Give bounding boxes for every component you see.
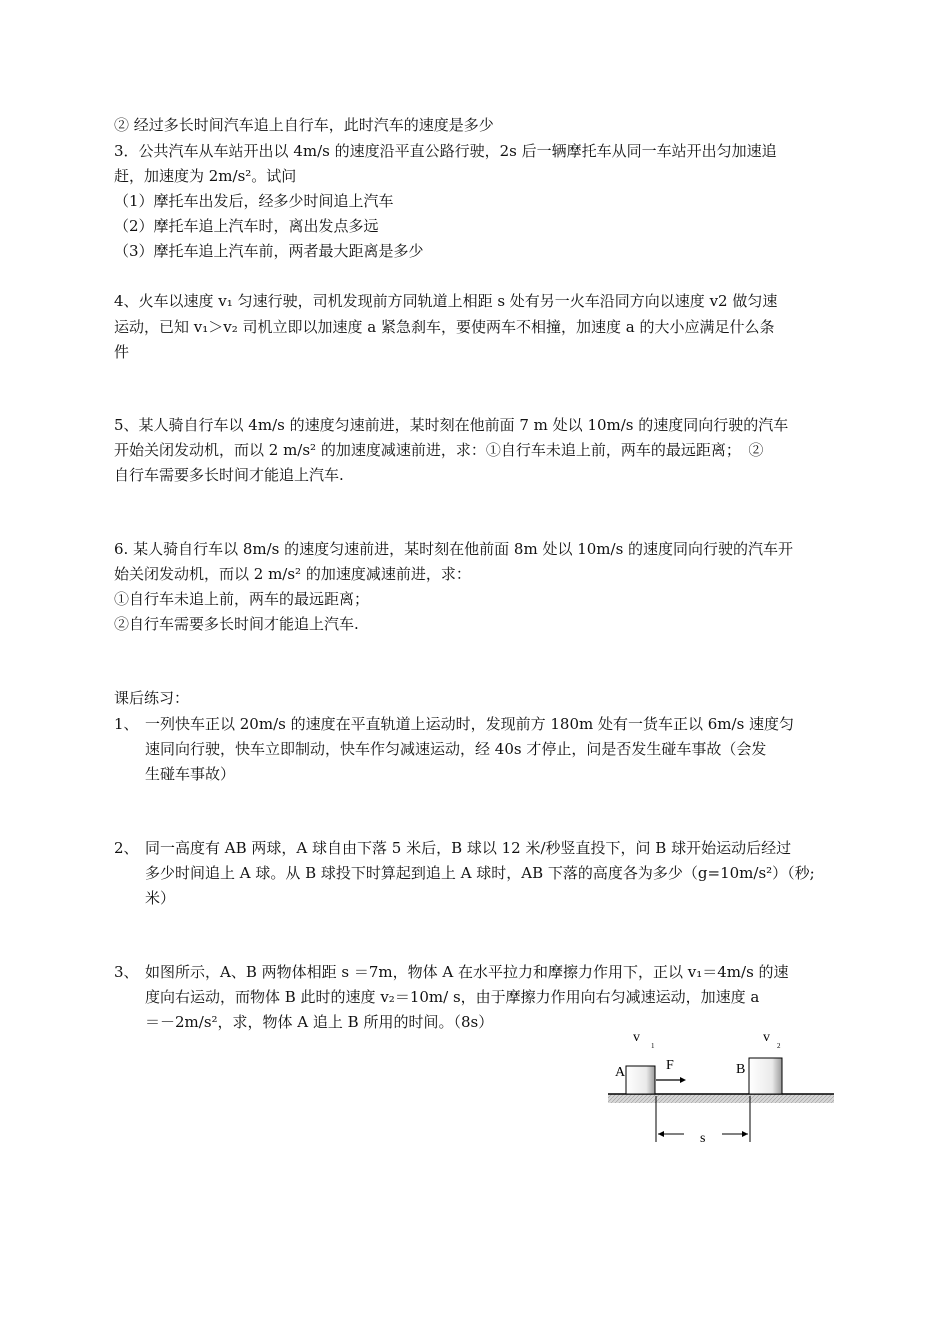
- distance-arrowhead-left: [658, 1131, 664, 1137]
- text-line: 一列快车正以 20m/s 的速度在平直轨道上运动时，发现前方 180m 处有一货车正以 6m/s 速度匀: [145, 715, 795, 733]
- text-line: 4、火车以速度 v₁ 匀速行驶，司机发现前方同轨道上相距 s 处有另一火车沿同方向以速度 v2 做匀速: [114, 292, 778, 310]
- block-b: [749, 1058, 782, 1094]
- distance-arrowhead-right: [742, 1131, 748, 1137]
- text-line: 多少时间追上 A 球。从 B 球投下时算起到追上 A 球时，AB 下落的高度各为多少（g=10m/s²）（秒;: [145, 864, 815, 882]
- text-line: 速同向行驶，快车立即制动，快车作匀减速运动，经 40s 才停止，问是否发生碰车事故（会发: [145, 740, 767, 758]
- motion-diagram: [600, 1018, 840, 1158]
- v1-subscript: 1: [651, 1042, 655, 1050]
- v2-subscript: 2: [777, 1042, 781, 1050]
- text-line: ②自行车需要多长时间才能追上汽车.: [114, 615, 359, 633]
- text-line: （1）摩托车出发后，经多少时间追上汽车: [114, 192, 394, 210]
- text-line: 生碰车事故）: [145, 765, 236, 783]
- text-line: 如图所示，A、B 两物体相距 s ＝7m，物体 A 在水平拉力和摩擦力作用下，正以 v₁＝4m/s 的速: [145, 963, 789, 981]
- block-a: [626, 1066, 655, 1094]
- block-b-label: B: [736, 1062, 746, 1077]
- text-line: 度向右运动，而物体 B 此时的速度 v₂＝10m/ s，由于摩擦力作用向右匀减速运动，加速度 a: [145, 988, 760, 1006]
- item-number: 2、: [114, 839, 139, 857]
- v1-label: v: [633, 1030, 640, 1045]
- text-line: （2）摩托车追上汽车时，离出发点多远: [114, 217, 379, 235]
- text-line: 3．公共汽车从车站开出以 4m/s 的速度沿平直公路行驶，2s 后一辆摩托车从同一车站开出匀加速追: [114, 142, 777, 160]
- ground-surface: [608, 1094, 834, 1103]
- text-line: 始关闭发动机，而以 2 m/s² 的加速度减速前进，求：: [114, 565, 471, 583]
- text-line: 同一高度有 AB 两球，A 球自由下落 5 米后，B 球以 12 米/秒竖直投下，问 B 球开始运动后经过: [145, 839, 792, 857]
- section-heading: 课后练习：: [114, 689, 190, 707]
- text-line: 赶，加速度为 2m/s²。试问: [114, 167, 297, 185]
- text-line: ② 经过多长时间汽车追上自行车，此时汽车的速度是多少: [114, 116, 494, 134]
- block-a-label: A: [615, 1065, 626, 1080]
- force-label: F: [666, 1058, 674, 1073]
- force-arrowhead: [680, 1077, 686, 1083]
- distance-label: s: [700, 1131, 706, 1146]
- text-line: ①自行车未追上前，两车的最远距离；: [114, 590, 370, 608]
- text-line: 5、某人骑自行车以 4m/s 的速度匀速前进，某时刻在他前面 7 m 处以 10m/s 的速度同向行驶的汽车: [114, 416, 789, 434]
- v2-label: v: [763, 1030, 770, 1045]
- text-line: ＝－2m/s²，求，物体 A 追上 B 所用的时间。（8s）: [145, 1013, 494, 1031]
- text-line: 开始关闭发动机，而以 2 m/s² 的加速度减速前进，求：①自行车未追上前，两车的最远距离； ②: [114, 441, 764, 459]
- text-line: 运动，已知 v₁＞v₂ 司机立即以加速度 a 紧急刹车，要使两车不相撞，加速度 a 的大小应满足什么条: [114, 318, 775, 336]
- text-line: 自行车需要多长时间才能追上汽车.: [114, 466, 344, 484]
- text-line: 6. 某人骑自行车以 8m/s 的速度匀速前进，某时刻在他前面 8m 处以 10m/s 的速度同向行驶的汽车开: [114, 540, 794, 558]
- text-line: 米）: [145, 889, 176, 907]
- item-number: 1、: [114, 715, 139, 733]
- item-number: 3、: [114, 963, 139, 981]
- text-line: 件: [114, 343, 130, 361]
- text-line: （3）摩托车追上汽车前，两者最大距离是多少: [114, 242, 424, 260]
